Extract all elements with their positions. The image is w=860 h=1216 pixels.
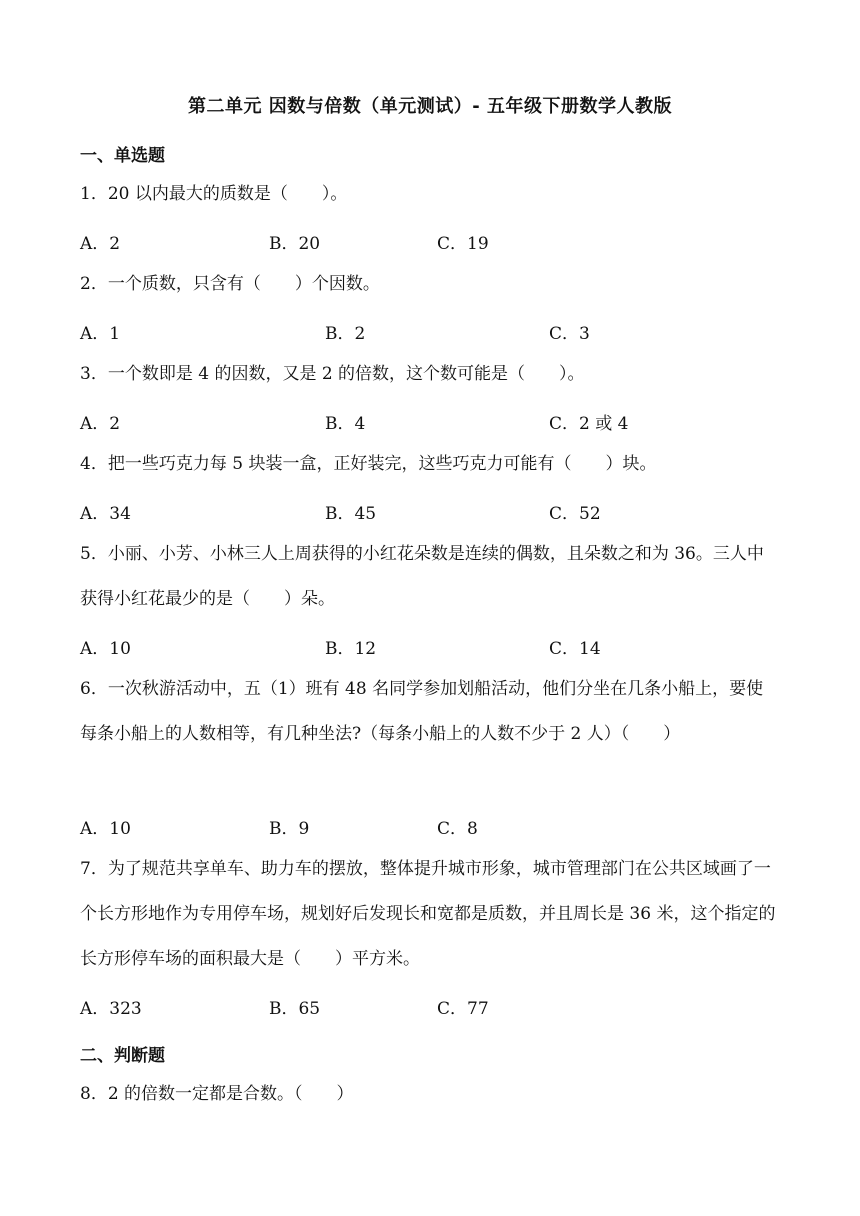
option-a: A．10 (80, 639, 131, 659)
option-c: C．77 (437, 999, 489, 1019)
question-1: 1．20 以内最大的质数是（ ）。 (80, 184, 348, 204)
option-c: C．8 (437, 819, 478, 839)
question-2: 2．一个质数，只含有（ ）个因数。 (80, 274, 380, 294)
option-b: B．45 (325, 504, 377, 524)
option-a: A．10 (80, 819, 131, 839)
option-a: A．34 (80, 504, 131, 524)
question-5: 5．小丽、小芳、小林三人上周获得的小红花朵数是连续的偶数，且朵数之和为 36。三人中获得小红花最少的是（ ）朵。 (80, 544, 764, 609)
question-7: 7．为了规范共享单车、助力车的摆放，整体提升城市形象，城市管理部门在公共区域画了一个长方形地作为专用停车场，规划好后发现长和宽都是质数，并且周长是 36 米，这个指定的长方形停车场的面积最大是（ ）平方米。 (80, 859, 776, 969)
question-3: 3．一个数即是 4 的因数，又是 2 的倍数，这个数可能是（ ）。 (80, 364, 585, 384)
option-b: B．65 (269, 999, 321, 1019)
question-6: 6．一次秋游活动中，五（1）班有 48 名同学参加划船活动，他们分坐在几条小船上，要使每条小船上的人数相等，有几种坐法?（每条小船上的人数不少于 2 人）（ ） (80, 679, 764, 744)
question-8: 8．2 的倍数一定都是合数。（ ） (80, 1084, 354, 1104)
option-c: C．2 或 4 (549, 414, 629, 434)
option-a: A．2 (80, 414, 121, 434)
question-4: 4．把一些巧克力每 5 块装一盒，正好装完，这些巧克力可能有（ ）块。 (80, 454, 657, 474)
section-heading-true-false: 二、判断题 (80, 1046, 165, 1066)
option-a: A．1 (80, 324, 121, 344)
page-title: 第二单元 因数与倍数（单元测试）- 五年级下册数学人教版 (187, 96, 672, 117)
option-b: B．9 (269, 819, 310, 839)
option-b: B．2 (325, 324, 366, 344)
option-c: C．19 (437, 234, 489, 254)
option-c: C．52 (549, 504, 601, 524)
option-a: A．2 (80, 234, 121, 254)
option-c: C．14 (549, 639, 601, 659)
option-b: B．4 (325, 414, 366, 434)
option-c: C．3 (549, 324, 590, 344)
option-b: B．20 (269, 234, 321, 254)
option-b: B．12 (325, 639, 377, 659)
section-heading-single-choice: 一、单选题 (80, 146, 165, 166)
option-a: A．323 (80, 999, 142, 1019)
